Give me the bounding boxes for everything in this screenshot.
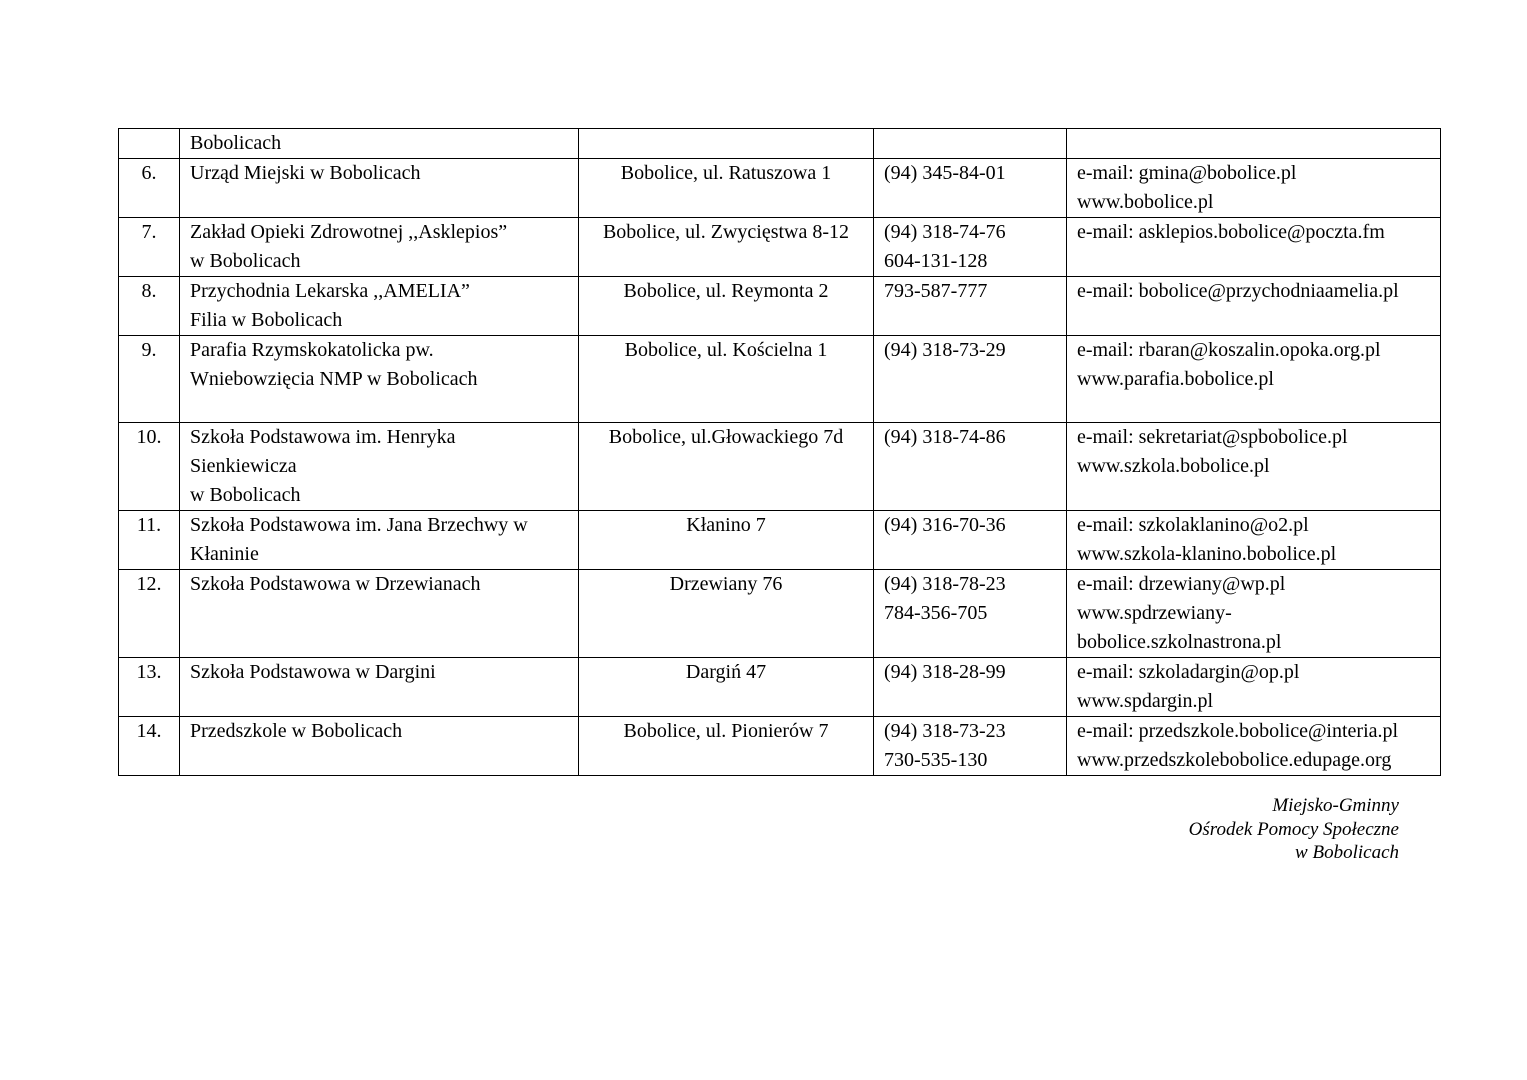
contact-cell bbox=[1067, 511, 1441, 570]
address-cell bbox=[579, 159, 874, 218]
row-number bbox=[119, 129, 180, 159]
contact-cell bbox=[1067, 218, 1441, 277]
institution-name bbox=[180, 129, 579, 159]
table-row bbox=[119, 159, 1441, 218]
institution-name-line: Przedszkole w Bobolicach bbox=[190, 720, 403, 742]
contact-cell-line: e-mail: szkoladargin@op.pl bbox=[1077, 661, 1300, 683]
phone-cell-line: 604-131-128 bbox=[884, 250, 988, 272]
contact-cell-line: www.przedszkolebobolice.edupage.org bbox=[1077, 749, 1392, 771]
institution-name bbox=[180, 658, 579, 717]
contact-cell-line: e-mail: przedszkole.bobolice@interia.pl bbox=[1077, 720, 1399, 742]
institution-name bbox=[180, 423, 579, 511]
signature-block bbox=[1189, 794, 1399, 865]
contact-cell-line: e-mail: szkolaklanino@o2.pl bbox=[1077, 514, 1309, 536]
phone-cell bbox=[874, 717, 1067, 776]
footer-line-3: w Bobolicach bbox=[1295, 842, 1399, 863]
table-row bbox=[119, 511, 1441, 570]
phone-cell bbox=[874, 423, 1067, 511]
address-cell-line: Bobolice, ul. Pionierów 7 bbox=[623, 720, 829, 742]
table-row bbox=[119, 277, 1441, 336]
contact-cell bbox=[1067, 717, 1441, 776]
phone-cell bbox=[874, 129, 1067, 159]
row-number: 13. bbox=[119, 658, 180, 717]
contact-cell bbox=[1067, 159, 1441, 218]
phone-cell bbox=[874, 658, 1067, 717]
row-number: 12. bbox=[119, 570, 180, 658]
address-cell bbox=[579, 423, 874, 511]
contact-cell-line: e-mail: sekretariat@spbobolice.pl bbox=[1077, 426, 1348, 448]
institution-name-line: Wniebowzięcia NMP w Bobolicach bbox=[190, 368, 478, 390]
address-cell bbox=[579, 218, 874, 277]
institution-name-line: w Bobolicach bbox=[190, 250, 301, 272]
address-cell bbox=[579, 570, 874, 658]
table-row bbox=[119, 423, 1441, 511]
phone-cell bbox=[874, 277, 1067, 336]
contact-cell-line: www.parafia.bobolice.pl bbox=[1077, 368, 1274, 390]
institution-name bbox=[180, 570, 579, 658]
phone-cell-line: (94) 318-74-86 bbox=[884, 426, 1006, 448]
address-cell bbox=[579, 129, 874, 159]
row-number: 14. bbox=[119, 717, 180, 776]
institution-name-line: Filia w Bobolicach bbox=[190, 309, 343, 331]
phone-cell bbox=[874, 570, 1067, 658]
address-cell bbox=[579, 717, 874, 776]
institution-name bbox=[180, 159, 579, 218]
institution-name-line: Szkoła Podstawowa w Dargini bbox=[190, 661, 436, 683]
institution-name-line: Sienkiewicza bbox=[190, 455, 297, 477]
contact-cell bbox=[1067, 423, 1441, 511]
institution-name-line: Kłaninie bbox=[190, 543, 259, 565]
contact-cell bbox=[1067, 129, 1441, 159]
table-row bbox=[119, 658, 1441, 717]
phone-cell bbox=[874, 336, 1067, 423]
institution-name-line: Parafia Rzymskokatolicka pw. bbox=[190, 339, 434, 361]
contact-cell-line: www.szkola-klanino.bobolice.pl bbox=[1077, 543, 1337, 565]
phone-cell-line: 784-356-705 bbox=[884, 602, 988, 624]
contact-cell bbox=[1067, 336, 1441, 423]
row-number: 9. bbox=[119, 336, 180, 423]
contact-cell-line: e-mail: rbaran@koszalin.opoka.org.pl bbox=[1077, 339, 1381, 361]
phone-cell-line: (94) 316-70-36 bbox=[884, 514, 1006, 536]
contact-cell-line: www.szkola.bobolice.pl bbox=[1077, 455, 1270, 477]
address-cell-line: Kłanino 7 bbox=[686, 514, 766, 536]
phone-cell-line: 730-535-130 bbox=[884, 749, 988, 771]
row-number: 6. bbox=[119, 159, 180, 218]
phone-cell-line: (94) 318-73-29 bbox=[884, 339, 1006, 361]
phone-cell-line: (94) 318-73-23 bbox=[884, 720, 1006, 742]
contact-cell-line: e-mail: gmina@bobolice.pl bbox=[1077, 162, 1297, 184]
institution-name bbox=[180, 277, 579, 336]
institution-name-line: Bobolicach bbox=[190, 132, 282, 154]
phone-cell-line: (94) 345-84-01 bbox=[884, 162, 1006, 184]
contact-cell-line: e-mail: asklepios.bobolice@poczta.fm bbox=[1077, 221, 1385, 243]
contact-cell-line: www.spdargin.pl bbox=[1077, 690, 1214, 712]
contact-cell bbox=[1067, 277, 1441, 336]
contact-cell bbox=[1067, 658, 1441, 717]
institution-name-line: Zakład Opieki Zdrowotnej ,,Asklepios” bbox=[190, 221, 508, 243]
contact-cell-line: bobolice.szkolnastrona.pl bbox=[1077, 631, 1282, 653]
institution-name bbox=[180, 717, 579, 776]
table-row bbox=[119, 129, 1441, 159]
institution-name bbox=[180, 218, 579, 277]
table-row bbox=[119, 570, 1441, 658]
address-cell-line: Drzewiany 76 bbox=[669, 573, 783, 595]
table-row bbox=[119, 336, 1441, 423]
contact-cell-line: www.spdrzewiany- bbox=[1077, 602, 1232, 624]
row-number: 8. bbox=[119, 277, 180, 336]
footer-line-1: Miejsko-Gminny bbox=[1272, 795, 1399, 816]
row-number: 10. bbox=[119, 423, 180, 511]
contact-cell-line: www.bobolice.pl bbox=[1077, 191, 1214, 213]
contact-cell-line: e-mail: bobolice@przychodniaamelia.pl bbox=[1077, 280, 1399, 302]
row-number: 11. bbox=[119, 511, 180, 570]
phone-cell bbox=[874, 511, 1067, 570]
phone-cell-line: (94) 318-28-99 bbox=[884, 661, 1006, 683]
address-cell-line: Bobolice, ul. Reymonta 2 bbox=[623, 280, 829, 302]
address-cell bbox=[579, 277, 874, 336]
table-row bbox=[119, 218, 1441, 277]
address-cell-line: Bobolice, ul. Ratuszowa 1 bbox=[620, 162, 832, 184]
institution-name-line: Urząd Miejski w Bobolicach bbox=[190, 162, 421, 184]
contact-cell-line: e-mail: drzewiany@wp.pl bbox=[1077, 573, 1286, 595]
phone-cell-line: (94) 318-78-23 bbox=[884, 573, 1006, 595]
institution-name-line: w Bobolicach bbox=[190, 484, 301, 506]
phone-cell-line: (94) 318-74-76 bbox=[884, 221, 1006, 243]
institution-name-line: Szkoła Podstawowa w Drzewianach bbox=[190, 573, 481, 595]
institution-name-line: Szkoła Podstawowa im. Henryka bbox=[190, 426, 456, 448]
address-cell-line: Bobolice, ul. Kościelna 1 bbox=[624, 339, 828, 361]
institution-name-line: Szkoła Podstawowa im. Jana Brzechwy w bbox=[190, 514, 528, 536]
address-cell bbox=[579, 658, 874, 717]
footer-line-2: Ośrodek Pomocy Społeczne bbox=[1188, 818, 1399, 840]
row-number: 7. bbox=[119, 218, 180, 277]
contact-table bbox=[118, 128, 1441, 776]
address-cell bbox=[579, 511, 874, 570]
table-row bbox=[119, 717, 1441, 776]
contact-cell bbox=[1067, 570, 1441, 658]
address-cell-line: Bobolice, ul. Zwycięstwa 8-12 bbox=[602, 221, 850, 243]
table-body bbox=[119, 129, 1441, 776]
phone-cell-line: 793-587-777 bbox=[884, 280, 988, 302]
institution-name-line: Przychodnia Lekarska ,,AMELIA” bbox=[190, 280, 470, 302]
institution-name bbox=[180, 336, 579, 423]
phone-cell bbox=[874, 159, 1067, 218]
address-cell-line: Bobolice, ul.Głowackiego 7d bbox=[608, 426, 844, 448]
institution-name bbox=[180, 511, 579, 570]
address-cell bbox=[579, 336, 874, 423]
address-cell-line: Dargiń 47 bbox=[685, 661, 767, 683]
phone-cell bbox=[874, 218, 1067, 277]
